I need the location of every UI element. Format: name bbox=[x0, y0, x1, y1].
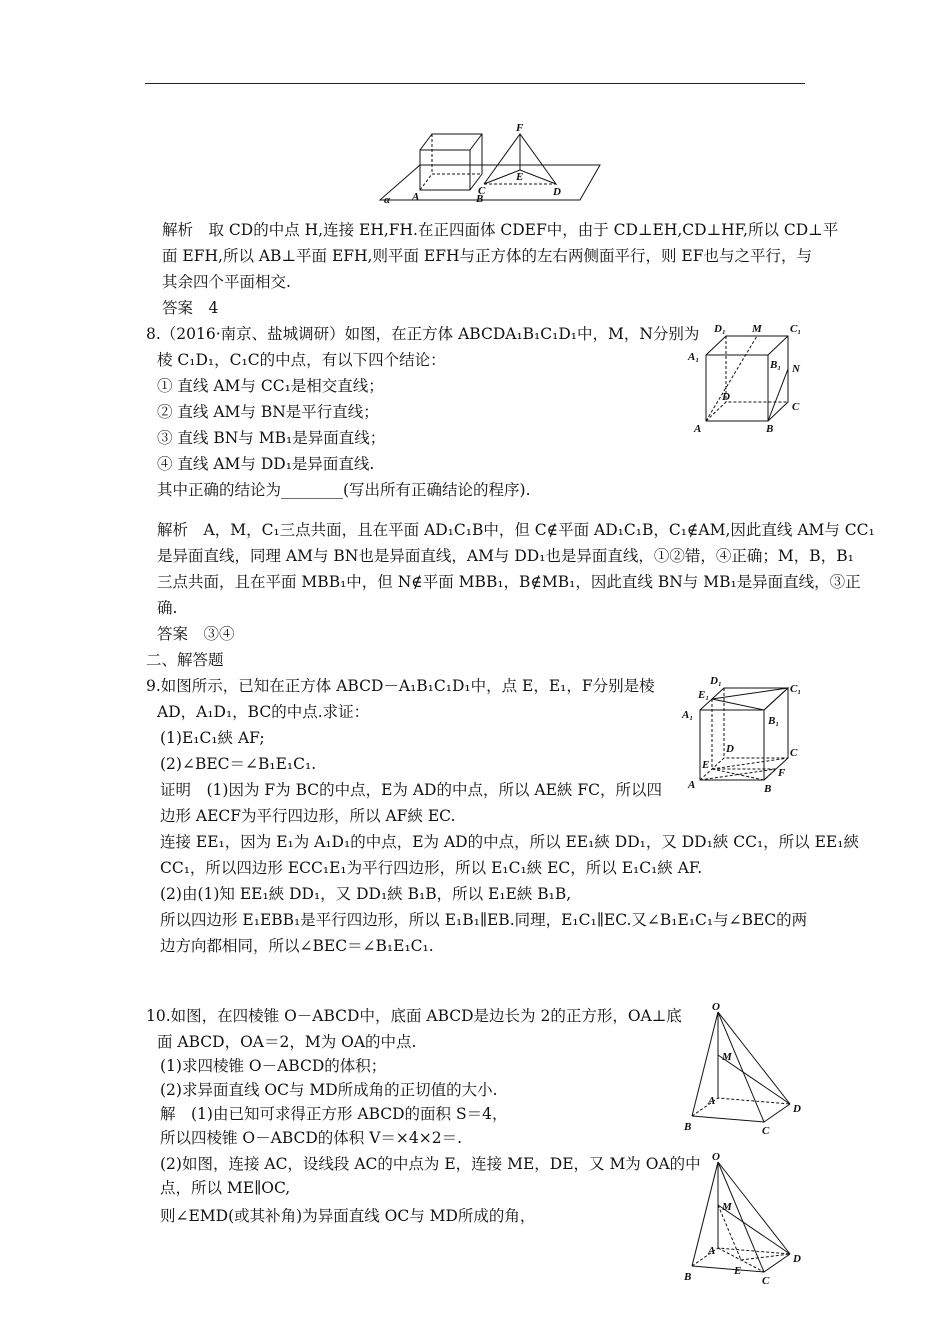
label-a: A bbox=[412, 191, 420, 203]
q8-label-c: C bbox=[792, 401, 800, 413]
q8-stem-line-1: 8.（2016·南京、盐城调研）如图，在正方体 ABCDA₁B₁C₁D₁中，M，N分别为 bbox=[146, 325, 700, 343]
q9-label-d: D bbox=[726, 743, 734, 755]
q8-label-a1: A₁ bbox=[688, 351, 700, 363]
q9-label-b1: B₁ bbox=[768, 715, 780, 727]
q7-answer: 答案 4 bbox=[162, 299, 219, 317]
label-b: B bbox=[476, 193, 484, 205]
q8-label-n: N bbox=[792, 363, 800, 375]
q8-label-c1: C₁ bbox=[790, 323, 802, 335]
q10-fig2-label-m: M bbox=[722, 1201, 732, 1213]
header-rule bbox=[145, 83, 805, 84]
q10-fig1-label-b: B bbox=[684, 1121, 692, 1133]
q10-fig2-label-a: A bbox=[708, 1245, 716, 1257]
q8-option-3: ③ 直线 BN与 MB₁是异面直线； bbox=[157, 429, 386, 447]
q9-line-3: (1)E₁C₁綊 AF; bbox=[160, 729, 265, 747]
q10-fig2-label-c: C bbox=[762, 1275, 770, 1286]
q8-option-2: ② 直线 AM与 BN是平行直线； bbox=[157, 403, 379, 421]
q10-line-8: 点，所以 ME∥OC, bbox=[160, 1179, 291, 1197]
label-c: C bbox=[478, 185, 486, 197]
q9-label-d1: D₁ bbox=[710, 675, 722, 687]
q10-fig2-label-o: O bbox=[712, 1151, 720, 1163]
q10-line-4: (2)求异面直线 OC与 MD所成角的正切值的大小. bbox=[160, 1081, 498, 1099]
label-d: D bbox=[553, 186, 561, 198]
q10-fig1-label-a: A bbox=[708, 1095, 716, 1107]
q7-analysis-line-3: 其余四个平面相交. bbox=[162, 273, 291, 291]
q10-line-2: 面 ABCD，OA＝2，M为 OA的中点. bbox=[157, 1033, 417, 1051]
q9-cube-figure bbox=[680, 670, 810, 794]
q10-line-1: 10.如图，在四棱锥 O－ABCD中，底面 ABCD是边长为 2的正方形，OA⊥底 bbox=[146, 1007, 682, 1025]
q9-line-11: 边方向都相同，所以∠BEC＝∠B₁E₁C₁. bbox=[160, 937, 434, 955]
q10-fig1-label-c: C bbox=[762, 1125, 770, 1136]
q8-analysis-line-4: 确. bbox=[157, 599, 178, 617]
q9-line-2: AD，A₁D₁，BC的中点.求证： bbox=[157, 703, 370, 721]
q10-fig2-label-e: E bbox=[734, 1265, 742, 1277]
q9-line-5: 证明 (1)因为 F为 BC的中点，E为 AD的中点，所以 AE綊 FC，所以四 bbox=[160, 781, 662, 799]
q10-line-3: (1)求四棱锥 O－ABCD的体积； bbox=[160, 1057, 387, 1075]
label-f: F bbox=[516, 122, 524, 134]
q8-label-m: M bbox=[752, 323, 762, 335]
q8-label-d1: D₁ bbox=[714, 323, 726, 335]
q9-label-c1: C₁ bbox=[790, 683, 802, 695]
q9-line-8: CC₁，所以四边形 ECC₁E₁为平行四边形，所以 E₁C₁綊 EC，所以 E₁C₁綊 AF. bbox=[160, 859, 703, 877]
q9-line-6: 边形 AECF为平行四边形，所以 AF綊 EC. bbox=[160, 807, 456, 825]
q8-answer: 答案 ③④ bbox=[157, 625, 235, 643]
q9-line-7: 连接 EE₁，因为 E₁为 A₁D₁的中点，E为 AD的中点，所以 EE₁綊 DD₁，又 DD₁綊 CC₁，所以 EE₁綊 bbox=[160, 833, 859, 851]
q10-line-6: 所以四棱锥 O－ABCD的体积 V＝×4×2＝. bbox=[160, 1129, 463, 1147]
q8-option-1: ① 直线 AM与 CC₁是相交直线； bbox=[157, 377, 384, 395]
q9-label-a: A bbox=[688, 779, 696, 791]
q9-line-1: 9.如图所示，已知在正方体 ABCD－A₁B₁C₁D₁中，点 E，E₁，F分别是棱 bbox=[146, 677, 655, 695]
q8-label-a: A bbox=[694, 423, 702, 435]
q10-pyramid-figure-1 bbox=[680, 1000, 810, 1136]
section-title: 二、解答题 bbox=[146, 651, 224, 669]
q9-label-e1: E₁ bbox=[698, 689, 710, 701]
q10-line-7: (2)如图，连接 AC，设线段 AC的中点为 E，连接 ME，DE，又 M为 OA的中 bbox=[160, 1155, 701, 1173]
q9-label-b: B bbox=[764, 783, 772, 794]
q10-fig1-label-d: D bbox=[793, 1103, 801, 1115]
q9-label-a1: A₁ bbox=[682, 709, 694, 721]
q8-stem-line-2: 棱 C₁D₁，C₁C的中点，有以下四个结论： bbox=[157, 351, 446, 369]
q10-line-9: 则∠EMD(或其补角)为异面直线 OC与 MD所成的角， bbox=[160, 1207, 536, 1225]
q9-line-9: (2)由(1)知 EE₁綊 DD₁，又 DD₁綊 B₁B，所以 E₁E綊 B₁B, bbox=[160, 885, 572, 903]
q10-fig2-label-d: D bbox=[793, 1253, 801, 1265]
q8-option-4: ④ 直线 AM与 DD₁是异面直线. bbox=[157, 455, 375, 473]
q8-label-b: B bbox=[766, 423, 774, 435]
q10-fig1-label-o: O bbox=[712, 1001, 720, 1013]
q8-analysis-line-3: 三点共面，且在平面 MBB₁中，但 N∉平面 MBB₁，B∉MB₁，因此直线 BN与 MB₁是异面直线，③正 bbox=[157, 573, 861, 591]
q9-line-10: 所以四边形 E₁EBB₁是平行四边形，所以 E₁B₁∥EB.同理，E₁C₁∥EC.又∠B₁E₁C₁与∠BEC的两 bbox=[160, 911, 808, 929]
q10-fig2-label-b: B bbox=[684, 1271, 692, 1283]
q7-analysis-line-2: 面 EFH,所以 AB⊥平面 EFH,则平面 EFH与正方体的左右两侧面平行，则 EF也与之平行，与 bbox=[162, 247, 812, 265]
q8-cube-figure bbox=[686, 320, 808, 440]
q10-fig1-label-m: M bbox=[722, 1051, 732, 1063]
q8-label-b1: B₁ bbox=[770, 359, 782, 371]
q9-label-f: F bbox=[778, 767, 786, 779]
q8-analysis-line-1: 解析 A，M，C₁三点共面，且在平面 AD₁C₁B中，但 C∉平面 AD₁C₁B，C₁∉AM,因此直线 AM与 CC₁ bbox=[157, 521, 875, 539]
q8-label-d: D bbox=[722, 391, 730, 403]
q10-line-5: 解 (1)由已知可求得正方形 ABCD的面积 S＝4， bbox=[160, 1105, 508, 1123]
q7-analysis-line-1: 解析 取 CD的中点 H,连接 EH,FH.在正四面体 CDEF中，由于 CD⊥EH,CD⊥HF,所以 CD⊥平 bbox=[162, 221, 839, 239]
plane-cube-tetrahedron-figure bbox=[370, 120, 610, 208]
q8-prompt: 其中正确的结论为________(写出所有正确结论的程序). bbox=[157, 481, 531, 499]
q8-analysis-line-2: 是异面直线，同理 AM与 BN也是异面直线，AM与 DD₁也是异面直线，①②错，④正确；M，B，B₁ bbox=[157, 547, 854, 565]
q9-label-c: C bbox=[790, 747, 798, 759]
label-e: E bbox=[516, 171, 524, 183]
q9-label-e: E bbox=[702, 759, 710, 771]
q10-pyramid-figure-2 bbox=[680, 1150, 810, 1286]
q9-line-4: (2)∠BEC＝∠B₁E₁C₁. bbox=[160, 755, 317, 773]
label-alpha: α bbox=[384, 194, 391, 206]
